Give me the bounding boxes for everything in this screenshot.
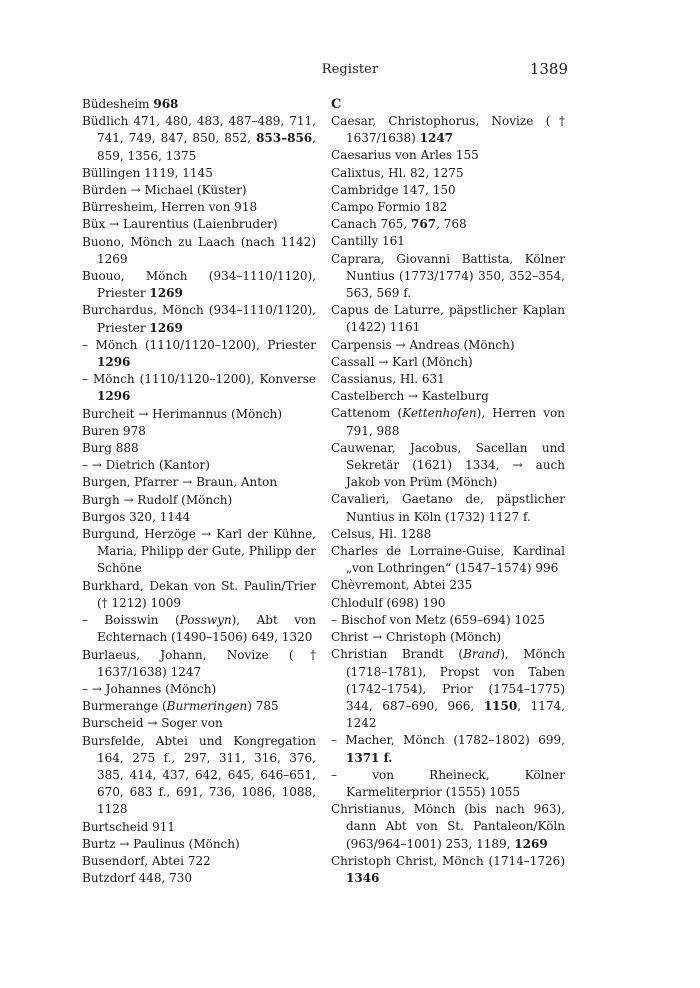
index-entry <box>331 526 565 543</box>
index-entry <box>331 216 565 233</box>
entry-text: – von Rheineck, Kölner Karmeliterprior (1555) 1055 <box>331 767 565 799</box>
index-entry <box>331 491 565 525</box>
entry-text: Busendorf, Abtei 722 <box>82 853 211 868</box>
index-entry <box>82 268 316 302</box>
entry-bold-ref: 1247 <box>419 131 454 146</box>
index-entry <box>331 233 565 250</box>
index-entry <box>331 646 565 732</box>
entry-text: Burgos 320, 1144 <box>82 509 191 524</box>
entry-text: ) 785 <box>247 699 279 714</box>
entry-text: Canach 765, <box>331 217 412 232</box>
entry-text: Cavalieri, Gaetano de, päpstlicher Nuntius in Köln (1732) 1127 f. <box>331 492 565 524</box>
entry-text: Christoph Christ, Mönch (1714–1726) <box>331 853 565 868</box>
entry-text: Christian Brandt ( <box>331 647 464 662</box>
entry-text: ), Abt von Echternach (1490–1506) 649, 1320 <box>97 613 316 645</box>
entry-text: Büdlich 471, 480, 483, 487–489, 711, 741, 749, 847, 850, 852, <box>82 114 316 146</box>
index-column-left <box>82 96 316 887</box>
index-entry <box>82 578 316 612</box>
index-entry <box>331 199 565 216</box>
index-entry <box>82 715 316 732</box>
entry-text: – Mönch (1110/1120–1200), Konverse <box>82 372 316 387</box>
index-entry <box>82 457 316 474</box>
entry-text: Burmerange ( <box>82 699 167 714</box>
index-entry <box>82 647 316 681</box>
entry-text: Cattenom ( <box>331 406 403 421</box>
index-entry <box>331 388 565 405</box>
index-entry <box>331 337 565 354</box>
entry-text: Campo Formio 182 <box>331 200 448 215</box>
entry-text: Butzdorf 448, 730 <box>82 871 193 886</box>
index-entry <box>331 732 565 766</box>
index-entry <box>82 474 316 491</box>
entry-text: Cauwenar, Jacobus, Sacellan und Sekretär (1621) 1334, → auch Jakob von Prüm (Mönch) <box>331 440 565 490</box>
index-entry <box>331 251 565 303</box>
entry-text: , 859, 1356, 1375 <box>97 131 316 163</box>
entry-bold-ref: 1269 <box>514 836 548 851</box>
section-letter: C <box>331 97 342 112</box>
index-entry <box>82 526 316 578</box>
index-entry <box>82 698 316 715</box>
index-entry <box>82 199 316 216</box>
index-entry <box>331 801 565 853</box>
entry-text: Chèvremont, Abtei 235 <box>331 578 473 593</box>
entry-text: – Mönch (1110/1120–1200), Priester <box>82 337 316 352</box>
entry-text: Bürden → Michael (Küster) <box>82 183 247 198</box>
index-entry <box>331 629 565 646</box>
index-entry <box>82 870 316 887</box>
entry-italic-variant: Posswyn <box>179 613 232 628</box>
entry-text: – → Johannes (Mönch) <box>82 681 217 696</box>
entry-text: Burgen, Pfarrer → Braun, Anton <box>82 475 278 490</box>
entry-text: Burcheit → Herimannus (Mönch) <box>82 406 283 421</box>
entry-text: , 768 <box>436 217 467 232</box>
index-entry <box>82 234 316 268</box>
index-entry <box>331 113 565 147</box>
entry-text: Büllingen 1119, 1145 <box>82 165 213 180</box>
entry-text: ), Mönch (1718–1781), Propst von Taben (1742–1754), Prior (1754–1775) 344, 687–690, 966, <box>346 647 565 713</box>
index-entry <box>82 371 316 405</box>
entry-bold-ref: 1346 <box>346 870 380 885</box>
entry-text: Cambridge 147, 150 <box>331 182 456 197</box>
index-entry <box>82 96 316 113</box>
index-entry <box>82 733 316 819</box>
index-entry <box>331 354 565 371</box>
entry-text: – Bischof von Metz (659–694) 1025 <box>331 612 545 627</box>
entry-text: Celsus, Hl. 1288 <box>331 526 432 541</box>
entry-bold-ref: 968 <box>153 97 179 111</box>
index-entry <box>331 543 565 577</box>
entry-text: Chlodulf (698) 190 <box>331 595 446 610</box>
entry-bold-ref: 1371 f. <box>346 750 393 765</box>
entry-bold-ref: 1269 <box>149 286 183 301</box>
index-entry <box>331 440 565 492</box>
entry-text: Büx → Laurentius (Laienbruder) <box>82 217 278 232</box>
entry-text: Buouo, Mönch (934–1110/1120), Priester <box>82 269 316 301</box>
entry-text: Burlaeus, Johann, Novize († 1637/1638) 1247 <box>82 647 316 679</box>
index-entry <box>331 405 565 439</box>
entry-text: Burgh → Rudolf (Mönch) <box>82 492 233 507</box>
entry-text: Cassall → Karl (Mönch) <box>331 354 473 369</box>
page-number: 1389 <box>529 60 568 78</box>
entry-text: – → Dietrich (Kantor) <box>82 458 210 473</box>
index-entries-right <box>331 113 565 887</box>
index-entry <box>82 182 316 199</box>
index-entry <box>82 113 316 165</box>
entry-italic-variant: Brand <box>463 647 501 662</box>
entry-text: Charles de Lorraine-Guise, Kardinal „von Lothringen“ (1547–1574) 996 <box>331 544 565 576</box>
index-entry <box>331 595 565 612</box>
entry-text: Castelberch → Kastelburg <box>331 389 489 404</box>
index-entry <box>331 767 565 801</box>
index-entry <box>82 337 316 371</box>
entry-text: Buono, Mönch zu Laach (nach 1142) 1269 <box>82 234 316 266</box>
index-entry <box>82 165 316 182</box>
entry-text: Christianus, Mönch (bis nach 963), dann Abt von St. Pantaleon/Köln (963/964–1001) 253, 1189, <box>331 802 565 851</box>
entry-text: Buren 978 <box>82 423 146 438</box>
index-entry <box>331 302 565 336</box>
entry-bold-ref: 1296 <box>97 389 131 404</box>
entry-text: Burgund, Herzöge → Karl der Kühne, Maria, Philipp der Gute, Philipp der Schöne <box>82 527 316 576</box>
index-entry <box>82 492 316 509</box>
entry-text: Burg 888 <box>82 441 139 456</box>
entry-text: Christ → Christoph (Mönch) <box>331 630 502 645</box>
index-entry <box>82 819 316 836</box>
entry-text: Burkhard, Dekan von St. Paulin/Trier († 1212) 1009 <box>82 578 316 610</box>
index-entry <box>82 681 316 698</box>
entry-text: Bursfelde, Abtei und Kongregation 164, 275 f., 297, 311, 316, 376, 385, 414, 437, 642, 645, 646–651, 670, 683 f., 691, 736, 1086, 1088, 1128 <box>82 733 316 817</box>
entry-text: Carpensis → Andreas (Mönch) <box>331 337 515 352</box>
entry-bold-ref: 1269 <box>149 320 183 335</box>
entry-italic-variant: Burmeringen <box>166 699 248 714</box>
entry-text: Cassianus, Hl. 631 <box>331 372 445 387</box>
index-entry <box>82 302 316 336</box>
entry-italic-variant: Kettenhofen <box>402 406 477 421</box>
index-entry <box>331 371 565 388</box>
entry-text: Cantilly 161 <box>331 234 405 249</box>
entry-text: Büdesheim <box>82 97 154 111</box>
entry-text: Caprara, Giovanni Battista, Kölner Nuntius (1773/1774) 350, 352–354, 563, 569 f. <box>331 251 565 301</box>
entry-text: Caesarius von Arles 155 <box>331 148 479 163</box>
entry-bold-ref: 1296 <box>97 355 131 370</box>
index-entry <box>82 509 316 526</box>
entry-text: – Macher, Mönch (1782–1802) 699, <box>331 733 565 748</box>
index-entry <box>82 406 316 423</box>
entry-text: Burscheid → Soger von <box>82 716 223 731</box>
entry-text: Bürresheim, Herren von 918 <box>82 200 258 215</box>
index-entry <box>331 612 565 629</box>
entry-text: Capus de Laturre, päpstlicher Kaplan (1422) 1161 <box>331 303 565 335</box>
index-entry <box>331 182 565 199</box>
entry-bold-ref: 767 <box>411 217 437 232</box>
index-entry <box>331 577 565 594</box>
index-entry <box>82 423 316 440</box>
entry-text: Caesar, Christophorus, Novize († 1637/1638) <box>331 114 565 146</box>
index-column-right <box>331 96 565 887</box>
index-entry <box>82 612 316 646</box>
entry-text: ), Herren von 791, 988 <box>346 406 565 438</box>
entry-text: – Boisswin ( <box>82 613 180 628</box>
entry-text: , 1174, 1242 <box>346 698 565 731</box>
entry-text: Burchardus, Mönch (934–1110/1120), Priester <box>82 303 316 335</box>
entry-text: Calixtus, Hl. 82, 1275 <box>331 165 464 180</box>
index-entry <box>82 216 316 233</box>
index-entry <box>82 836 316 853</box>
running-title: Register <box>321 62 379 77</box>
index-entry <box>331 147 565 164</box>
entry-text: Burtz → Paulinus (Mönch) <box>82 836 240 851</box>
index-entry <box>82 440 316 457</box>
index-entry <box>82 853 316 870</box>
entry-text: Burtscheid 911 <box>82 819 176 834</box>
index-entry <box>331 165 565 182</box>
entry-bold-ref: 1150 <box>483 698 518 713</box>
entry-bold-ref: 853–856 <box>256 131 313 146</box>
index-entry <box>331 853 565 887</box>
